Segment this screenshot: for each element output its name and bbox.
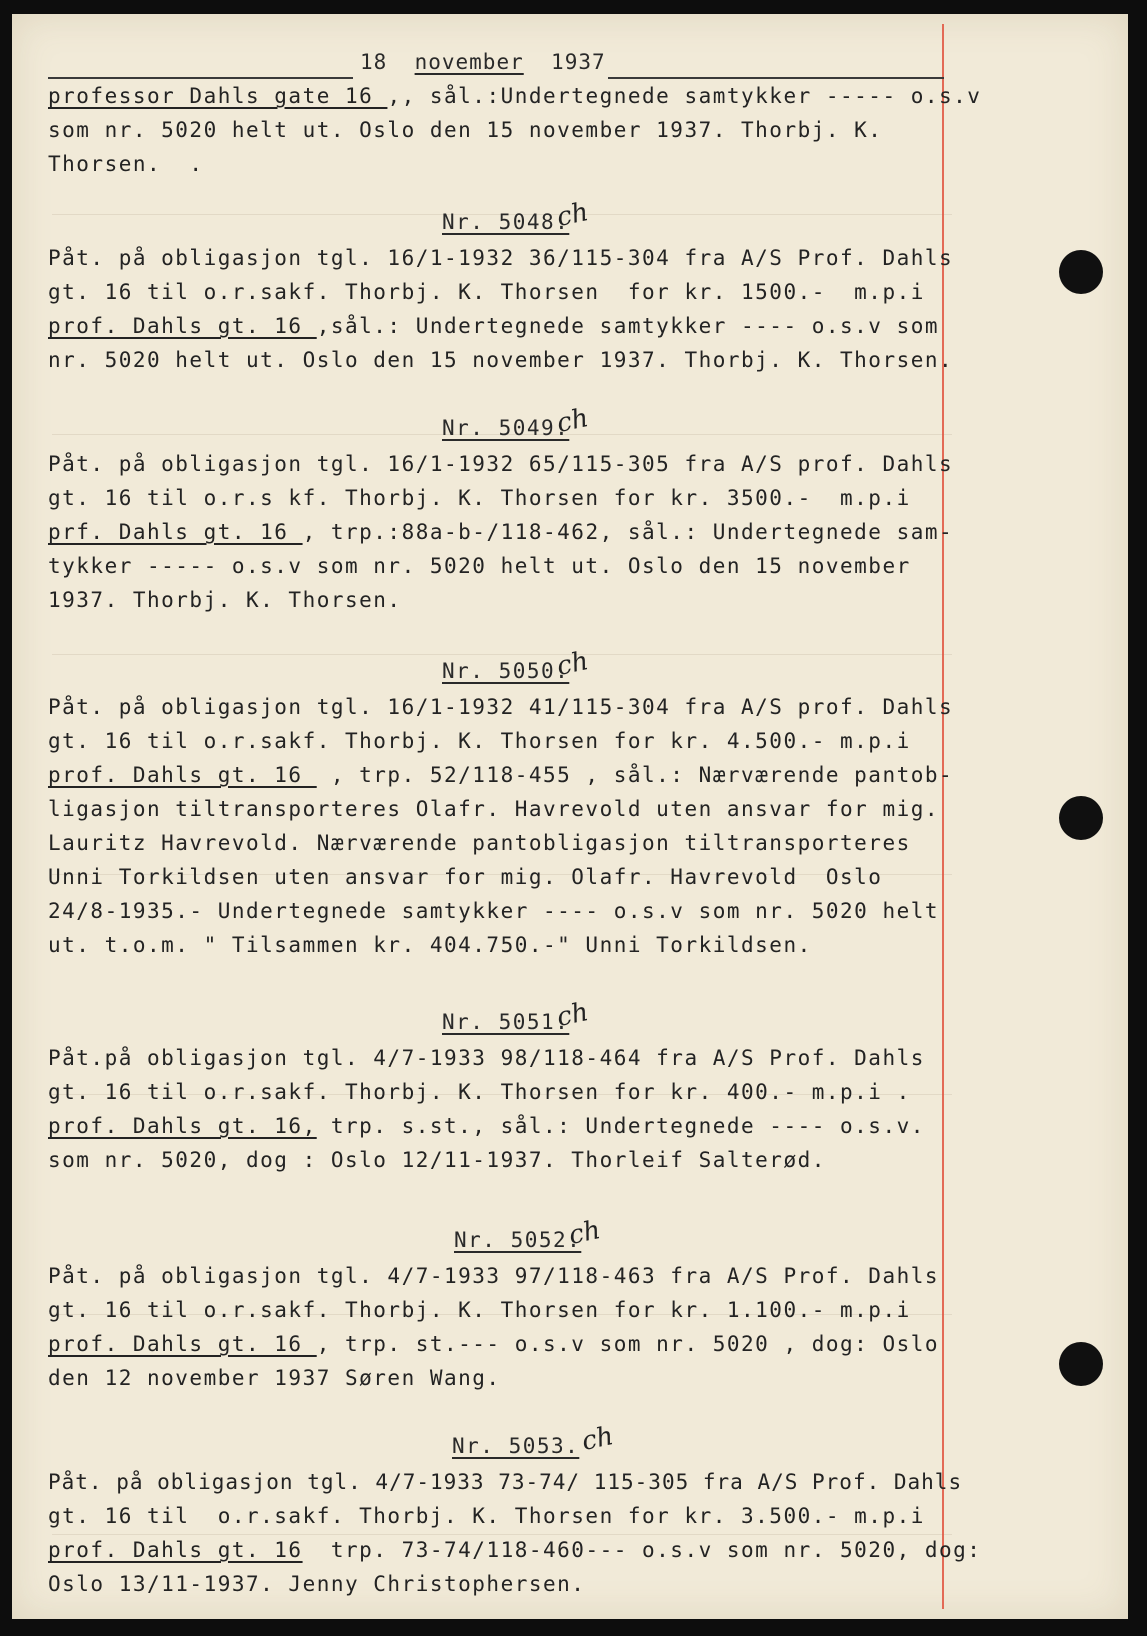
line-text: trp. 73-74/118-460--- o.s.v som nr. 5020, dog: [302,1538,982,1562]
text-line: Påt. på obligasjon tgl. 16/1-1932 36/115-304 fra A/S Prof. Dahls [48,246,954,270]
handwritten-initials: ch [554,646,592,682]
text-line: Påt. på obligasjon tgl. 4/7-1933 97/118-463 fra A/S Prof. Dahls [48,1264,940,1288]
text-line: 24/8-1935.- Undertegnede samtykker ---- o.s.v som nr. 5020 helt [48,899,940,923]
text-line [48,520,953,544]
address-underlined: prof. Dahls gt. 16, [48,1114,317,1138]
line-text: trp. s.st., sål.: Undertegnede ---- o.s.v. [316,1114,925,1138]
entry-number: Nr. 5049. [442,416,570,440]
text-line: som nr. 5020, dog : Oslo 12/11-1937. Thorleif Salterød. [48,1148,826,1172]
text-line: tykker ----- o.s.v som nr. 5020 helt ut. Oslo den 15 november [48,554,911,578]
text-line [48,1332,939,1356]
text-line: Thorsen. . [48,152,204,176]
text-line [48,1114,925,1138]
header-rule-right [608,77,944,79]
text-line: Unni Torkildsen uten ansvar for mig. Olafr. Havrevold Oslo [48,865,883,889]
text-line: ligasjon tiltransporteres Olafr. Havrevold uten ansvar for mig. [48,797,940,821]
entry-number: Nr. 5052. [454,1228,582,1252]
handwritten-initials: ch [554,403,592,439]
binder-hole [1059,250,1103,294]
text-line: Påt.på obligasjon tgl. 4/7-1933 98/118-464 fra A/S Prof. Dahls [48,1046,925,1070]
text-line [48,314,939,338]
text-line [48,1538,981,1562]
address-underlined: prof. Dahls gt. 16 [48,763,317,787]
line-text: , trp. 52/118-455 , sål.: Nærværende pantob- [316,763,954,787]
address-underlined: prof. Dahls gt. 16 [48,1538,303,1562]
header-day: 18 [360,50,388,74]
header-month: november [414,50,524,74]
handwritten-initials: ch [579,1421,617,1457]
text-line: nr. 5020 helt ut. Oslo den 15 november 1937. Thorbj. K. Thorsen. [48,348,954,372]
text-line: Påt. på obligasjon tgl. 16/1-1932 41/115-304 fra A/S prof. Dahls [48,695,954,719]
text-line: Oslo 13/11-1937. Jenny Christophersen. [48,1572,586,1596]
handwritten-initials: ch [554,997,592,1033]
entry-number: Nr. 5051. [442,1010,570,1034]
address-underlined: prof. Dahls gt. 16 [48,314,317,338]
binder-hole [1059,1342,1103,1386]
address-underlined: prof. Dahls gt. 16_ [48,1332,317,1356]
text-line: gt. 16 til o.r.sakf. Thorbj. K. Thorsen for kr. 1500.- m.p.i [48,280,925,304]
line-text: , trp. st.--- o.s.v som nr. 5020 , dog: Oslo [316,1332,940,1356]
entry-number: Nr. 5050. [442,659,570,683]
text-line [48,84,981,108]
text-line: gt. 16 til o.r.s kf. Thorbj. K. Thorsen for kr. 3500.- m.p.i [48,486,911,510]
text-line: gt. 16 til o.r.sakf. Thorbj. K. Thorsen for kr. 400.- m.p.i . [48,1080,911,1104]
handwritten-initials: ch [554,197,592,233]
entry-number: Nr. 5048. [442,210,570,234]
header-year: 1937 [551,50,606,74]
text-line: 1937. Thorbj. K. Thorsen. [48,588,402,612]
ledger-page [12,14,1128,1619]
text-line: gt. 16 til o.r.sakf. Thorbj. K. Thorsen for kr. 3.500.- m.p.i [48,1504,925,1528]
line-text: , trp.:88a-b-/118-462, sål.: Undertegnede sam- [302,520,954,544]
text-line: som nr. 5020 helt ut. Oslo den 15 november 1937. Thorbj. K. [48,118,883,142]
entry-number: Nr. 5053. [452,1434,580,1458]
address-underlined: prf. Dahls gt. 16 [48,520,303,544]
binder-hole [1059,796,1103,840]
text-line: gt. 16 til o.r.sakf. Thorbj. K. Thorsen for kr. 1.100.- m.p.i [48,1298,911,1322]
text-line: Påt. på obligasjon tgl. 4/7-1933 73-74/ 115-305 fra A/S Prof. Dahls [48,1470,963,1494]
page-date-header [360,50,606,74]
line-text: ,sål.: Undertegnede samtykker ---- o.s.v som [316,314,940,338]
text-line: ut. t.o.m. " Tilsammen kr. 404.750.-" Unni Torkildsen. [48,933,812,957]
text-line: den 12 november 1937 Søren Wang. [48,1366,501,1390]
text-line [48,763,953,787]
text-line: Lauritz Havrevold. Nærværende pantobligasjon tiltransporteres [48,831,911,855]
address-underlined: professor Dahls gate 16 [48,84,388,108]
handwritten-initials: ch [566,1215,604,1251]
line-text: ,, sål.:Undertegnede samtykker ----- o.s.v [387,84,982,108]
text-line: gt. 16 til o.r.sakf. Thorbj. K. Thorsen for kr. 4.500.- m.p.i [48,729,911,753]
header-rule-left [48,77,353,79]
text-line: Påt. på obligasjon tgl. 16/1-1932 65/115-305 fra A/S prof. Dahls [48,452,954,476]
